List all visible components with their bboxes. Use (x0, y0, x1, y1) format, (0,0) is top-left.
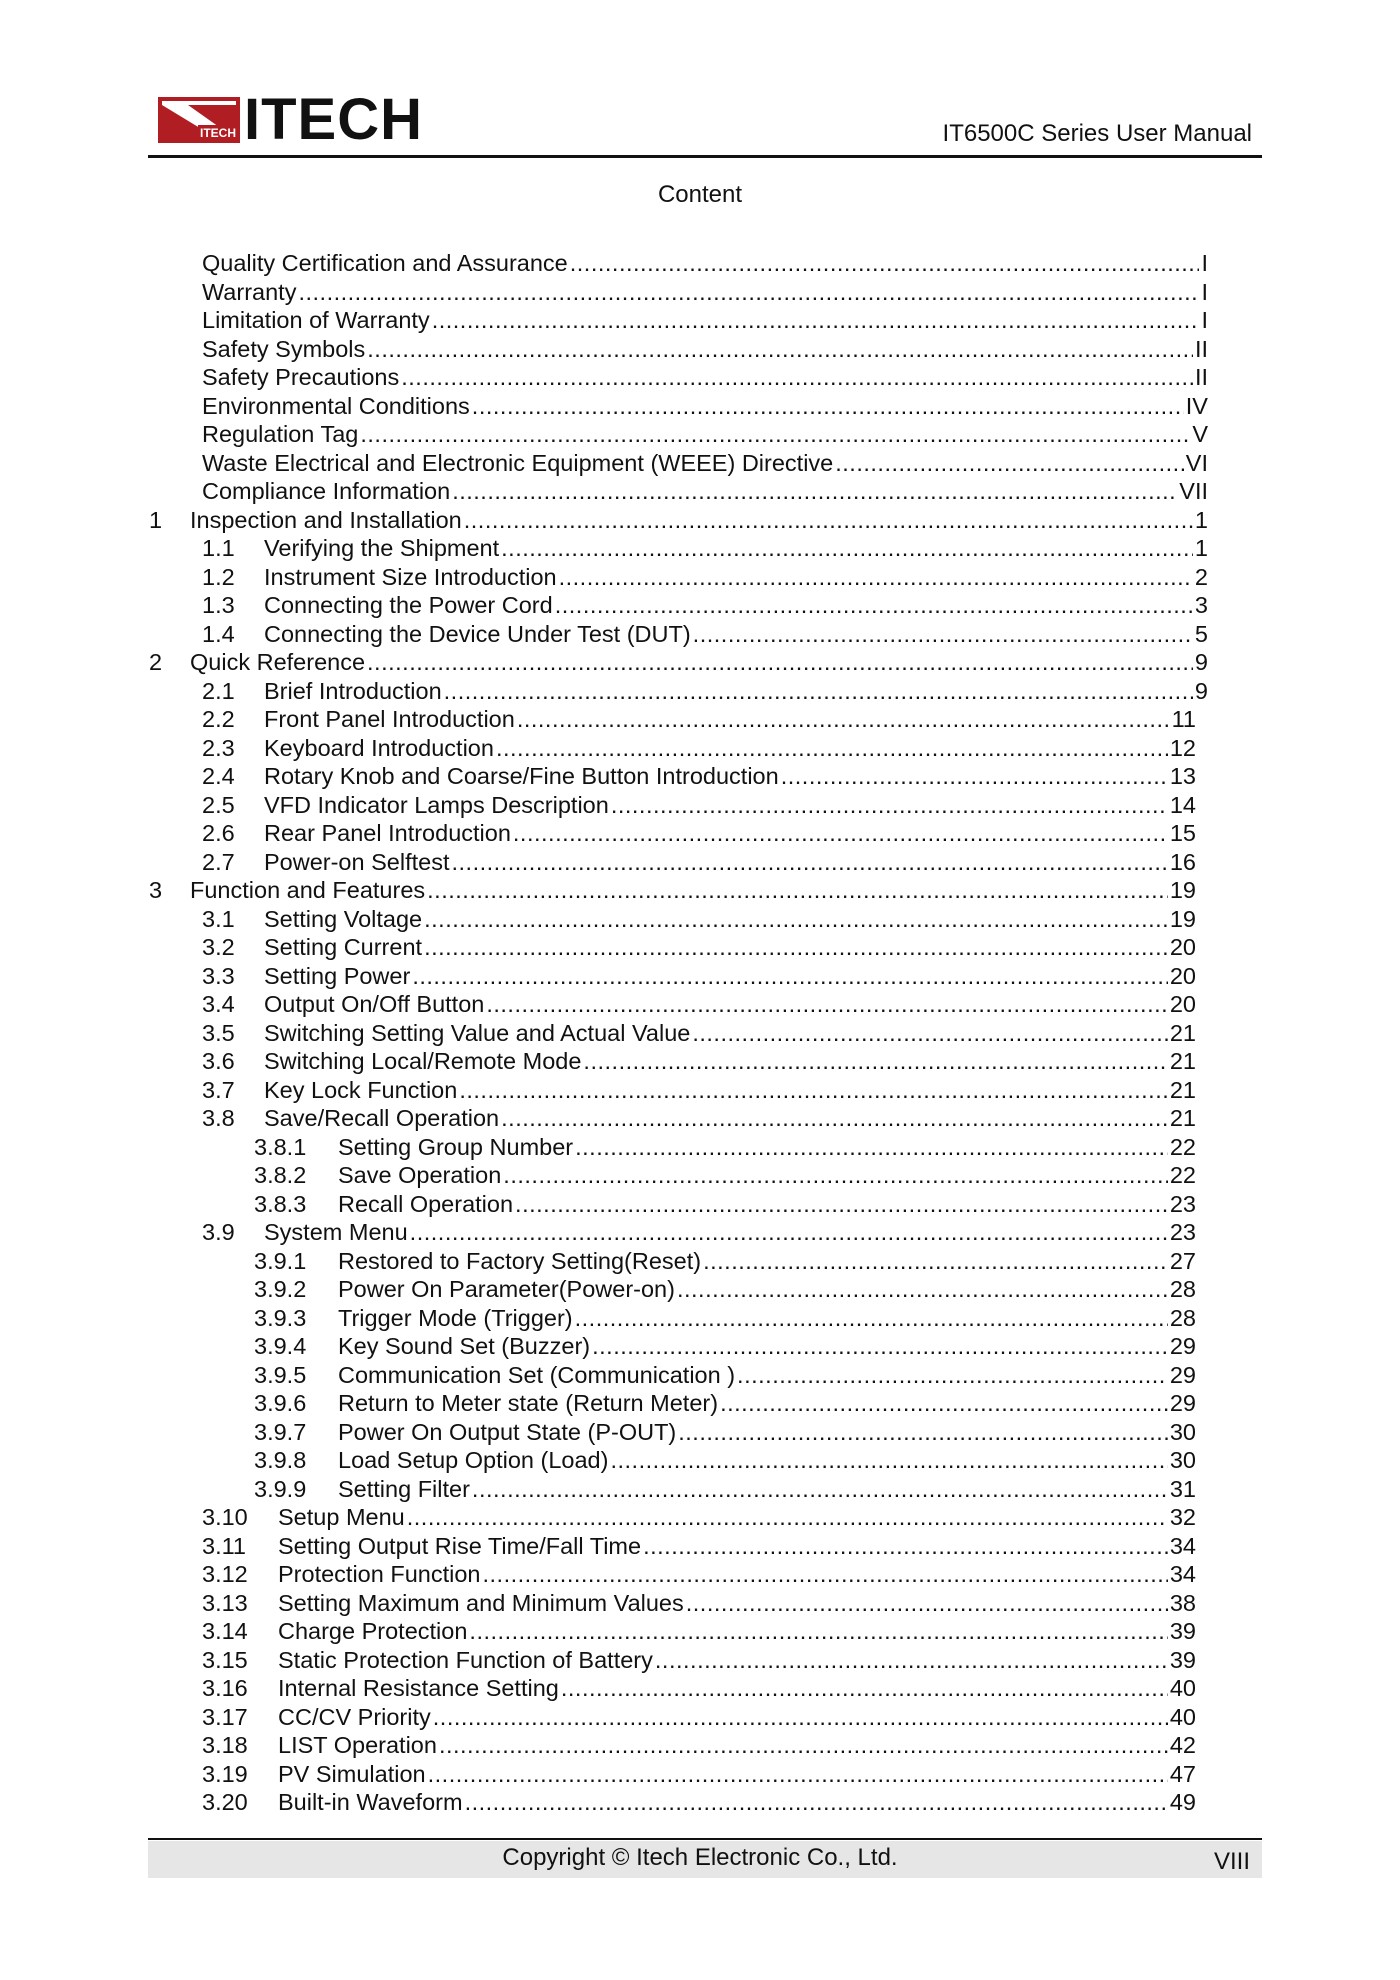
toc-dot-leader (561, 1674, 1168, 1703)
toc-entry-page: 42 (1169, 1732, 1196, 1758)
toc-entry-page: 9 (1194, 677, 1208, 704)
toc-entry-page: 23 (1169, 1219, 1196, 1245)
toc-entry[interactable] (0, 1361, 1400, 1390)
toc-entry[interactable] (0, 1190, 1400, 1219)
toc-entry-label[interactable]: Brief Introduction (264, 677, 442, 704)
toc-entry-number: 3.9.4 (254, 1333, 307, 1359)
toc-entry-page: I (1201, 307, 1208, 333)
toc-entry-number: 2.5 (202, 791, 235, 818)
toc-entry-number: 3.4 (202, 991, 235, 1017)
toc-entry[interactable] (0, 990, 1400, 1019)
toc-entry-label[interactable]: Restored to Factory Setting(Reset) (338, 1247, 702, 1274)
toc-dot-leader (367, 648, 1193, 677)
toc-dot-leader (575, 1304, 1168, 1333)
toc-entry-label[interactable]: Built-in Waveform (278, 1789, 463, 1815)
toc-entry-number: 3.14 (202, 1618, 248, 1644)
toc-entry[interactable] (0, 1703, 1400, 1732)
toc-entry-label[interactable]: Trigger Mode (Trigger) (338, 1304, 573, 1331)
toc-entry-page: VII (1179, 478, 1208, 504)
toc-entry-label[interactable]: PV Simulation (278, 1760, 426, 1787)
toc-entry-page: 34 (1169, 1561, 1196, 1587)
toc-entry-page: 5 (1194, 620, 1208, 647)
toc-entry-number: 3.19 (202, 1760, 248, 1787)
toc-entry-label[interactable]: Setting Output Rise Time/Fall Time (278, 1532, 642, 1559)
toc-entry-number: 2.1 (202, 677, 235, 704)
toc-entry-number: 1.2 (202, 563, 235, 590)
toc-dot-leader (611, 791, 1168, 820)
toc-dot-leader (703, 1247, 1168, 1276)
toc-dot-leader (686, 1589, 1168, 1618)
toc-entry-number: 2.7 (202, 848, 235, 875)
toc-dot-leader (410, 1218, 1168, 1247)
toc-dot-leader (643, 1532, 1168, 1561)
toc-entry-page: V (1192, 421, 1208, 447)
toc-entry[interactable] (0, 1047, 1400, 1076)
toc-dot-leader (575, 1133, 1168, 1162)
toc-entry-label[interactable]: Keyboard Introduction (264, 734, 494, 761)
toc-entry-number: 3.17 (202, 1703, 248, 1730)
toc-entry[interactable] (0, 278, 1400, 307)
toc-entry-label[interactable]: Setting Group Number (338, 1133, 574, 1160)
table-of-contents (0, 249, 1400, 1817)
toc-entry[interactable] (0, 534, 1400, 563)
toc-entry[interactable] (0, 876, 1400, 905)
toc-entry[interactable] (0, 905, 1400, 934)
toc-entry-label[interactable]: Limitation of Warranty (202, 307, 430, 333)
toc-entry-page: 40 (1169, 1703, 1196, 1730)
toc-entry-label[interactable]: Connecting the Power Cord (264, 592, 553, 618)
toc-entry-label[interactable]: Instrument Size Introduction (264, 563, 557, 590)
toc-entry-page: 20 (1169, 962, 1196, 989)
toc-entry-number: 2.3 (202, 734, 235, 761)
toc-dot-leader (472, 1475, 1168, 1504)
toc-entry-label[interactable]: Rotary Knob and Coarse/Fine Button Introduction (264, 763, 779, 789)
toc-entry-label[interactable]: Environmental Conditions (202, 392, 470, 419)
toc-dot-leader (367, 335, 1193, 364)
toc-entry-page: 29 (1169, 1333, 1196, 1359)
toc-entry-page: 11 (1171, 706, 1196, 732)
toc-entry-page: 30 (1169, 1418, 1196, 1445)
toc-dot-leader (692, 1019, 1168, 1048)
toc-entry-number: 1.3 (202, 592, 235, 618)
toc-dot-leader (515, 1190, 1168, 1219)
toc-entry-label[interactable]: System Menu (264, 1219, 408, 1245)
toc-entry-number: 3.2 (202, 934, 235, 960)
toc-dot-leader (432, 306, 1200, 335)
toc-entry-number: 3.9.9 (254, 1475, 307, 1502)
toc-entry-number: 3.9.5 (254, 1361, 307, 1388)
toc-entry-label[interactable]: Waste Electrical and Electronic Equipment (WEEE) Directive (202, 449, 834, 476)
toc-entry-page: 3 (1194, 592, 1208, 618)
toc-entry[interactable] (0, 705, 1400, 734)
toc-entry-page: 14 (1169, 791, 1196, 818)
toc-entry[interactable] (0, 1247, 1400, 1276)
toc-entry-number: 3.9.2 (254, 1276, 307, 1302)
toc-entry-number: 3.11 (202, 1532, 246, 1559)
toc-dot-leader (513, 819, 1168, 848)
toc-entry-label[interactable]: Rear Panel Introduction (264, 820, 511, 846)
toc-entry[interactable] (0, 1332, 1400, 1361)
toc-entry[interactable] (0, 1475, 1400, 1504)
toc-entry-page: 22 (1169, 1133, 1196, 1160)
toc-entry-page: II (1194, 335, 1208, 362)
toc-dot-leader (503, 1161, 1168, 1190)
toc-dot-leader (501, 534, 1193, 563)
toc-dot-leader (501, 1104, 1168, 1133)
toc-entry-label[interactable]: Charge Protection (278, 1618, 468, 1644)
toc-entry-page: 28 (1169, 1276, 1196, 1302)
toc-entry-number: 3.8.1 (254, 1133, 307, 1160)
toc-entry-page: 20 (1169, 934, 1196, 960)
toc-entry-page: 15 (1169, 820, 1196, 846)
toc-entry-page: I (1201, 278, 1208, 305)
toc-entry[interactable] (0, 420, 1400, 449)
toc-entry[interactable] (0, 819, 1400, 848)
toc-entry-number: 2.2 (202, 706, 235, 732)
toc-entry-page: 21 (1169, 1019, 1196, 1046)
toc-entry-label[interactable]: Setting Voltage (264, 905, 423, 932)
toc-entry-page: 29 (1169, 1390, 1196, 1416)
toc-entry-page: 1 (1194, 535, 1208, 561)
toc-entry[interactable] (0, 1275, 1400, 1304)
toc-entry-label[interactable]: Setting Filter (338, 1475, 470, 1502)
toc-entry-number: 3.12 (202, 1561, 248, 1587)
toc-entry-label[interactable]: Setting Maximum and Minimum Values (278, 1589, 684, 1616)
toc-entry-label[interactable]: Static Protection Function of Battery (278, 1646, 653, 1673)
toc-entry-label[interactable]: Inspection and Installation (190, 506, 462, 533)
toc-entry-number: 3.15 (202, 1646, 248, 1673)
toc-entry-label[interactable]: Setting Power (264, 962, 411, 989)
toc-entry-label[interactable]: Quick Reference (190, 649, 366, 675)
manual-title: IT6500C Series User Manual (942, 120, 1252, 147)
toc-entry[interactable] (0, 1304, 1400, 1333)
toc-entry-page: 29 (1169, 1361, 1196, 1388)
toc-entry[interactable] (0, 1532, 1400, 1561)
toc-entry-page: 39 (1169, 1618, 1196, 1644)
toc-dot-leader (781, 762, 1168, 791)
toc-dot-leader (693, 620, 1193, 649)
toc-entry-label[interactable]: Key Lock Function (264, 1076, 458, 1103)
toc-entry[interactable] (0, 1674, 1400, 1703)
toc-entry[interactable] (0, 392, 1400, 421)
toc-entry-number: 3.1 (202, 905, 235, 932)
toc-entry-label[interactable]: Power-on Selftest (264, 848, 450, 875)
toc-entry-label[interactable]: CC/CV Priority (278, 1703, 431, 1730)
toc-entry-number: 3.9.8 (254, 1447, 307, 1473)
toc-entry[interactable] (0, 249, 1400, 278)
toc-entry-label[interactable]: Switching Setting Value and Actual Value (264, 1019, 691, 1046)
toc-entry-number: 3.9 (202, 1219, 235, 1245)
toc-dot-leader (610, 1446, 1167, 1475)
toc-dot-leader (360, 420, 1190, 449)
toc-entry-page: 2 (1194, 563, 1208, 590)
toc-entry-number: 3.8.3 (254, 1190, 307, 1217)
toc-entry-number: 3.8.2 (254, 1162, 307, 1188)
toc-entry-page: 21 (1169, 1048, 1196, 1074)
toc-entry[interactable] (0, 1133, 1400, 1162)
toc-entry-label[interactable]: Setting Current (264, 934, 423, 960)
toc-entry[interactable] (0, 933, 1400, 962)
toc-entry-label[interactable]: Internal Resistance Setting (278, 1675, 559, 1701)
toc-entry-label[interactable]: Recall Operation (338, 1190, 514, 1217)
toc-entry[interactable] (0, 762, 1400, 791)
itech-logo-mark-icon (158, 97, 240, 143)
toc-dot-leader (655, 1646, 1168, 1675)
toc-entry-page: 16 (1169, 848, 1196, 875)
toc-dot-leader (482, 1560, 1167, 1589)
toc-dot-leader (496, 734, 1168, 763)
toc-dot-leader (424, 905, 1168, 934)
toc-entry[interactable] (0, 1076, 1400, 1105)
toc-dot-leader (452, 477, 1177, 506)
toc-entry[interactable] (0, 477, 1400, 506)
toc-entry-label[interactable]: Front Panel Introduction (264, 706, 515, 732)
toc-entry-number: 3.16 (202, 1675, 248, 1701)
toc-entry-page: 31 (1169, 1475, 1196, 1502)
toc-entry-label[interactable]: Verifying the Shipment (264, 535, 500, 561)
toc-entry-page: 12 (1169, 734, 1196, 761)
toc-entry-page: 38 (1169, 1589, 1196, 1616)
toc-entry[interactable] (0, 1617, 1400, 1646)
toc-entry-page: 30 (1169, 1447, 1196, 1473)
toc-entry-number: 3.8 (202, 1105, 235, 1131)
toc-entry-number: 3.18 (202, 1732, 248, 1758)
toc-entry[interactable] (0, 791, 1400, 820)
toc-entry[interactable] (0, 1019, 1400, 1048)
toc-entry[interactable] (0, 306, 1400, 335)
toc-entry-page: 39 (1169, 1646, 1196, 1673)
toc-entry-number: 3.6 (202, 1048, 235, 1074)
toc-dot-leader (559, 563, 1193, 592)
toc-entry[interactable] (0, 620, 1400, 649)
toc-dot-leader (298, 278, 1199, 307)
toc-dot-leader (465, 1788, 1168, 1817)
toc-entry-page: 49 (1169, 1789, 1196, 1815)
footer-divider (148, 1838, 1262, 1840)
toc-entry[interactable] (0, 648, 1400, 677)
toc-entry-number: 3.10 (202, 1504, 248, 1530)
logo-badge-text: ITECH (200, 126, 236, 140)
toc-entry-page: 22 (1169, 1162, 1196, 1188)
toc-entry-number: 3 (149, 877, 163, 903)
toc-entry-label[interactable]: Safety Precautions (202, 364, 400, 390)
toc-entry-number: 2.6 (202, 820, 235, 846)
toc-entry-page: 21 (1169, 1076, 1196, 1103)
toc-entry[interactable] (0, 848, 1400, 877)
toc-entry-label[interactable]: Compliance Information (202, 478, 451, 504)
toc-entry-page: 20 (1169, 991, 1196, 1017)
toc-entry[interactable] (0, 1389, 1400, 1418)
toc-entry[interactable] (0, 1589, 1400, 1618)
toc-entry-label[interactable]: Warranty (202, 278, 297, 305)
footer-page-number: VIII (1213, 1848, 1250, 1875)
toc-entry-page: 40 (1169, 1675, 1196, 1701)
toc-entry[interactable] (0, 1446, 1400, 1475)
toc-entry-label[interactable]: Switching Local/Remote Mode (264, 1048, 582, 1074)
toc-entry-number: 2.4 (202, 763, 235, 789)
toc-dot-leader (570, 249, 1200, 278)
toc-entry-number: 3.9.1 (254, 1247, 307, 1274)
page-title: Content (657, 181, 743, 208)
toc-entry-number: 3.20 (202, 1789, 248, 1815)
toc-entry-page: 47 (1169, 1760, 1196, 1787)
toc-dot-leader (427, 876, 1168, 905)
toc-entry-number: 3.9.3 (254, 1304, 307, 1331)
toc-entry-page: 28 (1169, 1304, 1196, 1331)
toc-entry-page: 19 (1169, 877, 1196, 903)
toc-entry-label[interactable]: Connecting the Device Under Test (DUT) (264, 620, 691, 647)
toc-dot-leader (401, 363, 1193, 392)
toc-entry-label[interactable]: Power On Output State (P-OUT) (338, 1418, 677, 1445)
toc-entry[interactable] (0, 449, 1400, 478)
toc-entry-label[interactable]: Protection Function (278, 1561, 481, 1587)
toc-entry[interactable] (0, 363, 1400, 392)
toc-entry[interactable] (0, 1218, 1400, 1247)
toc-dot-leader (720, 1389, 1168, 1418)
toc-entry[interactable] (0, 962, 1400, 991)
toc-dot-leader (433, 1703, 1168, 1732)
toc-entry[interactable] (0, 1760, 1400, 1789)
toc-dot-leader (439, 1731, 1168, 1760)
toc-entry-page: 27 (1169, 1247, 1196, 1274)
toc-entry[interactable] (0, 1646, 1400, 1675)
toc-dot-leader (486, 990, 1168, 1019)
itech-logo (158, 87, 423, 152)
toc-entry-number: 1 (149, 506, 163, 533)
toc-entry-number: 1.4 (202, 620, 235, 647)
toc-entry-page: 32 (1169, 1504, 1196, 1530)
toc-entry-label[interactable]: Save/Recall Operation (264, 1105, 500, 1131)
toc-dot-leader (583, 1047, 1167, 1076)
toc-entry-label[interactable]: Key Sound Set (Buzzer) (338, 1333, 591, 1359)
toc-entry[interactable] (0, 1161, 1400, 1190)
toc-entry-label[interactable]: LIST Operation (278, 1732, 437, 1758)
toc-entry-label[interactable]: Setup Menu (278, 1504, 405, 1530)
toc-entry[interactable] (0, 563, 1400, 592)
toc-dot-leader (412, 962, 1168, 991)
toc-entry-number: 2 (149, 649, 163, 675)
toc-entry-page: 1 (1194, 506, 1208, 533)
toc-entry-label[interactable]: Output On/Off Button (264, 991, 485, 1017)
toc-dot-leader (464, 506, 1193, 535)
toc-entry[interactable] (0, 1418, 1400, 1447)
toc-entry-label[interactable]: Regulation Tag (202, 421, 359, 447)
toc-entry[interactable] (0, 734, 1400, 763)
toc-entry-number: 3.9.7 (254, 1418, 307, 1445)
toc-entry-label[interactable]: Function and Features (190, 877, 426, 903)
toc-dot-leader (407, 1503, 1168, 1532)
toc-entry-label[interactable]: Load Setup Option (Load) (338, 1447, 609, 1473)
toc-entry-label[interactable]: VFD Indicator Lamps Description (264, 791, 609, 818)
toc-entry[interactable] (0, 1560, 1400, 1589)
toc-entry-label[interactable]: Quality Certification and Assurance (202, 250, 568, 276)
toc-entry-label[interactable]: Safety Symbols (202, 335, 366, 362)
toc-dot-leader (469, 1617, 1167, 1646)
toc-entry[interactable] (0, 1104, 1400, 1133)
footer-copyright: Copyright © Itech Electronic Co., Ltd. (502, 1844, 898, 1871)
toc-entry-number: 3.3 (202, 962, 235, 989)
toc-entry[interactable] (0, 1503, 1400, 1532)
toc-entry-label[interactable]: Save Operation (338, 1162, 502, 1188)
toc-entry-number: 3.13 (202, 1589, 248, 1616)
toc-dot-leader (835, 449, 1184, 478)
toc-entry-page: IV (1185, 392, 1208, 419)
toc-entry-number: 3.7 (202, 1076, 235, 1103)
toc-dot-leader (428, 1760, 1168, 1789)
toc-entry-label[interactable]: Communication Set (Communication ) (338, 1361, 736, 1388)
toc-dot-leader (592, 1332, 1168, 1361)
toc-entry-page: 23 (1169, 1190, 1196, 1217)
toc-entry[interactable] (0, 677, 1400, 706)
toc-entry-number: 3.9.6 (254, 1390, 307, 1416)
toc-entry-number: 1.1 (202, 535, 235, 561)
toc-entry-number: 3.5 (202, 1019, 235, 1046)
toc-entry-page: II (1194, 364, 1208, 390)
toc-entry-page: 34 (1169, 1532, 1196, 1559)
toc-dot-leader (517, 705, 1170, 734)
logo-wordmark: ITECH (244, 87, 423, 152)
toc-entry-page: 21 (1169, 1105, 1196, 1131)
toc-dot-leader (555, 591, 1193, 620)
toc-entry-label[interactable]: Return to Meter state (Return Meter) (338, 1390, 719, 1416)
toc-dot-leader (444, 677, 1193, 706)
toc-entry[interactable] (0, 335, 1400, 364)
toc-dot-leader (677, 1275, 1168, 1304)
toc-dot-leader (451, 848, 1167, 877)
toc-dot-leader (678, 1418, 1168, 1447)
toc-dot-leader (424, 933, 1168, 962)
toc-entry-page: 9 (1194, 649, 1208, 675)
toc-entry-page: VI (1185, 449, 1208, 476)
toc-entry-page: I (1201, 250, 1208, 276)
toc-entry[interactable] (0, 1788, 1400, 1817)
toc-entry[interactable] (0, 506, 1400, 535)
toc-dot-leader (472, 392, 1184, 421)
toc-entry-page: 19 (1169, 905, 1196, 932)
toc-dot-leader (737, 1361, 1168, 1390)
toc-entry-page: 13 (1169, 763, 1196, 789)
toc-entry[interactable] (0, 591, 1400, 620)
toc-entry[interactable] (0, 1731, 1400, 1760)
header-divider (148, 155, 1262, 158)
toc-entry-label[interactable]: Power On Parameter(Power-on) (338, 1276, 675, 1302)
toc-dot-leader (459, 1076, 1168, 1105)
